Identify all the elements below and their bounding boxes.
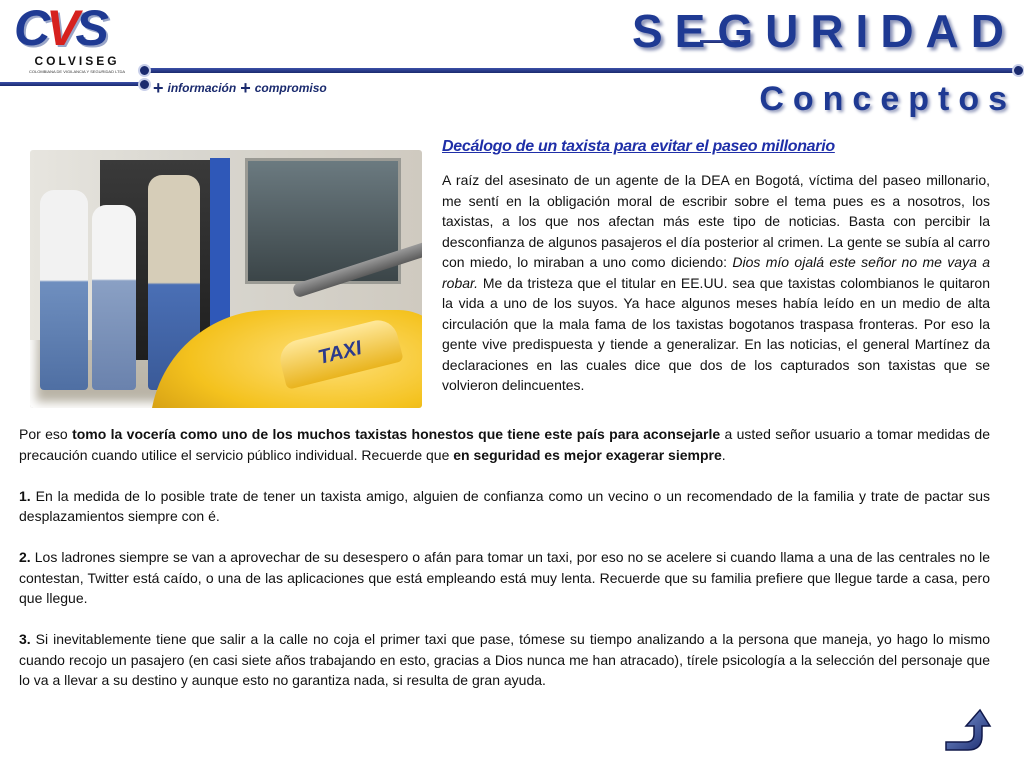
logo-name: COLVISEG: [34, 54, 120, 68]
back-button[interactable]: [940, 706, 992, 758]
lead-text-c: .: [721, 446, 726, 463]
header-dot-2: [138, 78, 151, 91]
photo-taxi-sign: TAXI: [276, 316, 404, 390]
tip-text: Los ladrones siempre se van a aprovechar de su desespero o afán para tomar un taxi, por eso no se acelere si cuando llama a una de las centrales no le contestan, Twitter está caído, o una de las aplicaciones que está empleando está muy lenta. Recuerde que su familia prefiere que llegue tarde a casa, pero que llegue.: [19, 549, 990, 606]
company-logo: [8, 0, 136, 78]
intro-text-a: A raíz del asesinato de un agente de la DEA en Bogotá, víctima del paseo millonario, me sentí en la obligación moral de escribir sobre el tema pues es a nosotros, los taxistas, a los que nos afectan más este tipo de noticias. Basta con percibir la desconfianza de algunos pasajeros el día posterior al crimen. La gente se subía al carro con miedo, lo miraban a uno como diciendo:: [442, 172, 990, 270]
section-title: SEGURIDAD: [631, 5, 1016, 57]
lead-text-a: Por eso: [19, 426, 73, 442]
tip-text: En la medida de lo posible trate de tener un taxista amigo, alguien de confianza como un vecino o un recomendado de la familia y trate de pactar sus desplazamientos siempre con é.: [19, 487, 990, 524]
lead-bold-1: tomo la vocería como uno de los muchos taxistas honestos que tiene este país para aconsejarle: [72, 426, 721, 442]
article-intro: [442, 170, 990, 396]
tip-item-3: [19, 629, 990, 691]
intro-text-b: Me da tristeza que el titular en EE.UU. sea que taxistas colombianos le quitaron la vida a uno de los suyos. Ya hace algunos meses había leído en un medio de alta circulación que la mala fama de los taxistas bogotanos traspasa fronteras. Por eso la gente vive predispuesta y tiende a generalizar. En las noticias, el general Martínez da declaraciones en las cuales dice que dos de los capturados son taxistas que se volvieron delincuentes.: [442, 274, 990, 393]
return-arrow-icon: [940, 706, 992, 758]
header-rule-top: [140, 68, 1024, 73]
lead-text-b: a usted señor usuario a tomar medidas de precaución cuando utilice el servicio público individual. Recuerde que: [19, 426, 991, 463]
logo-letter-c: C: [14, 0, 47, 56]
lead-bold-2: en seguridad es mejor exagerar siempre: [453, 446, 722, 463]
tagline-word-informacion: información: [167, 81, 237, 95]
logo-letter-v: V: [46, 0, 76, 56]
tip-item-1: [19, 486, 990, 527]
tip-text: Si inevitablemente tiene que salir a la calle no coja el primer taxi que pase, tómese su tiempo analizando a la persona que maneja, yo hago lo mismo cuando recojo un pasajero (en casi siete años trabajando en esto, gracias a Dios nunca me han atracado), tírele psicología a la selección del personaje que lo va a llevar a su destino y aunque esto no garantiza nada, si resulta de gran ayuda.: [19, 631, 990, 688]
logo-subtitle: COLOMBIANA DE VIGILANCIA Y SEGURIDAD LTDA: [28, 69, 126, 74]
plus-icon: +: [153, 77, 164, 98]
tip-number: 1.: [19, 487, 31, 504]
header-rule-left: [0, 82, 150, 86]
tip-number: 2.: [19, 549, 31, 565]
plus-icon: +: [240, 77, 251, 98]
lead-paragraph: [19, 424, 990, 465]
section-subtitle: Conceptos: [759, 80, 1016, 118]
photo-person-1: [40, 190, 88, 390]
header-dot-1: [138, 64, 151, 77]
tip-item-2: [19, 547, 990, 609]
photo-person-2: [92, 205, 136, 390]
intro-quote: Dios mío ojalá este señor no me vaya a robar.: [442, 254, 991, 291]
article-headline: Decálogo de un taxista para evitar el paseo millonario: [442, 138, 835, 155]
tagline-word-compromiso: compromiso: [254, 81, 327, 95]
tip-number: 3.: [19, 631, 31, 647]
tagline: [153, 78, 327, 98]
article-body: [19, 424, 990, 711]
taxi-photo: [30, 150, 422, 408]
logo-mark: [14, 0, 132, 56]
header-dot-3: [1012, 64, 1024, 77]
logo-letter-s: S: [75, 0, 105, 56]
